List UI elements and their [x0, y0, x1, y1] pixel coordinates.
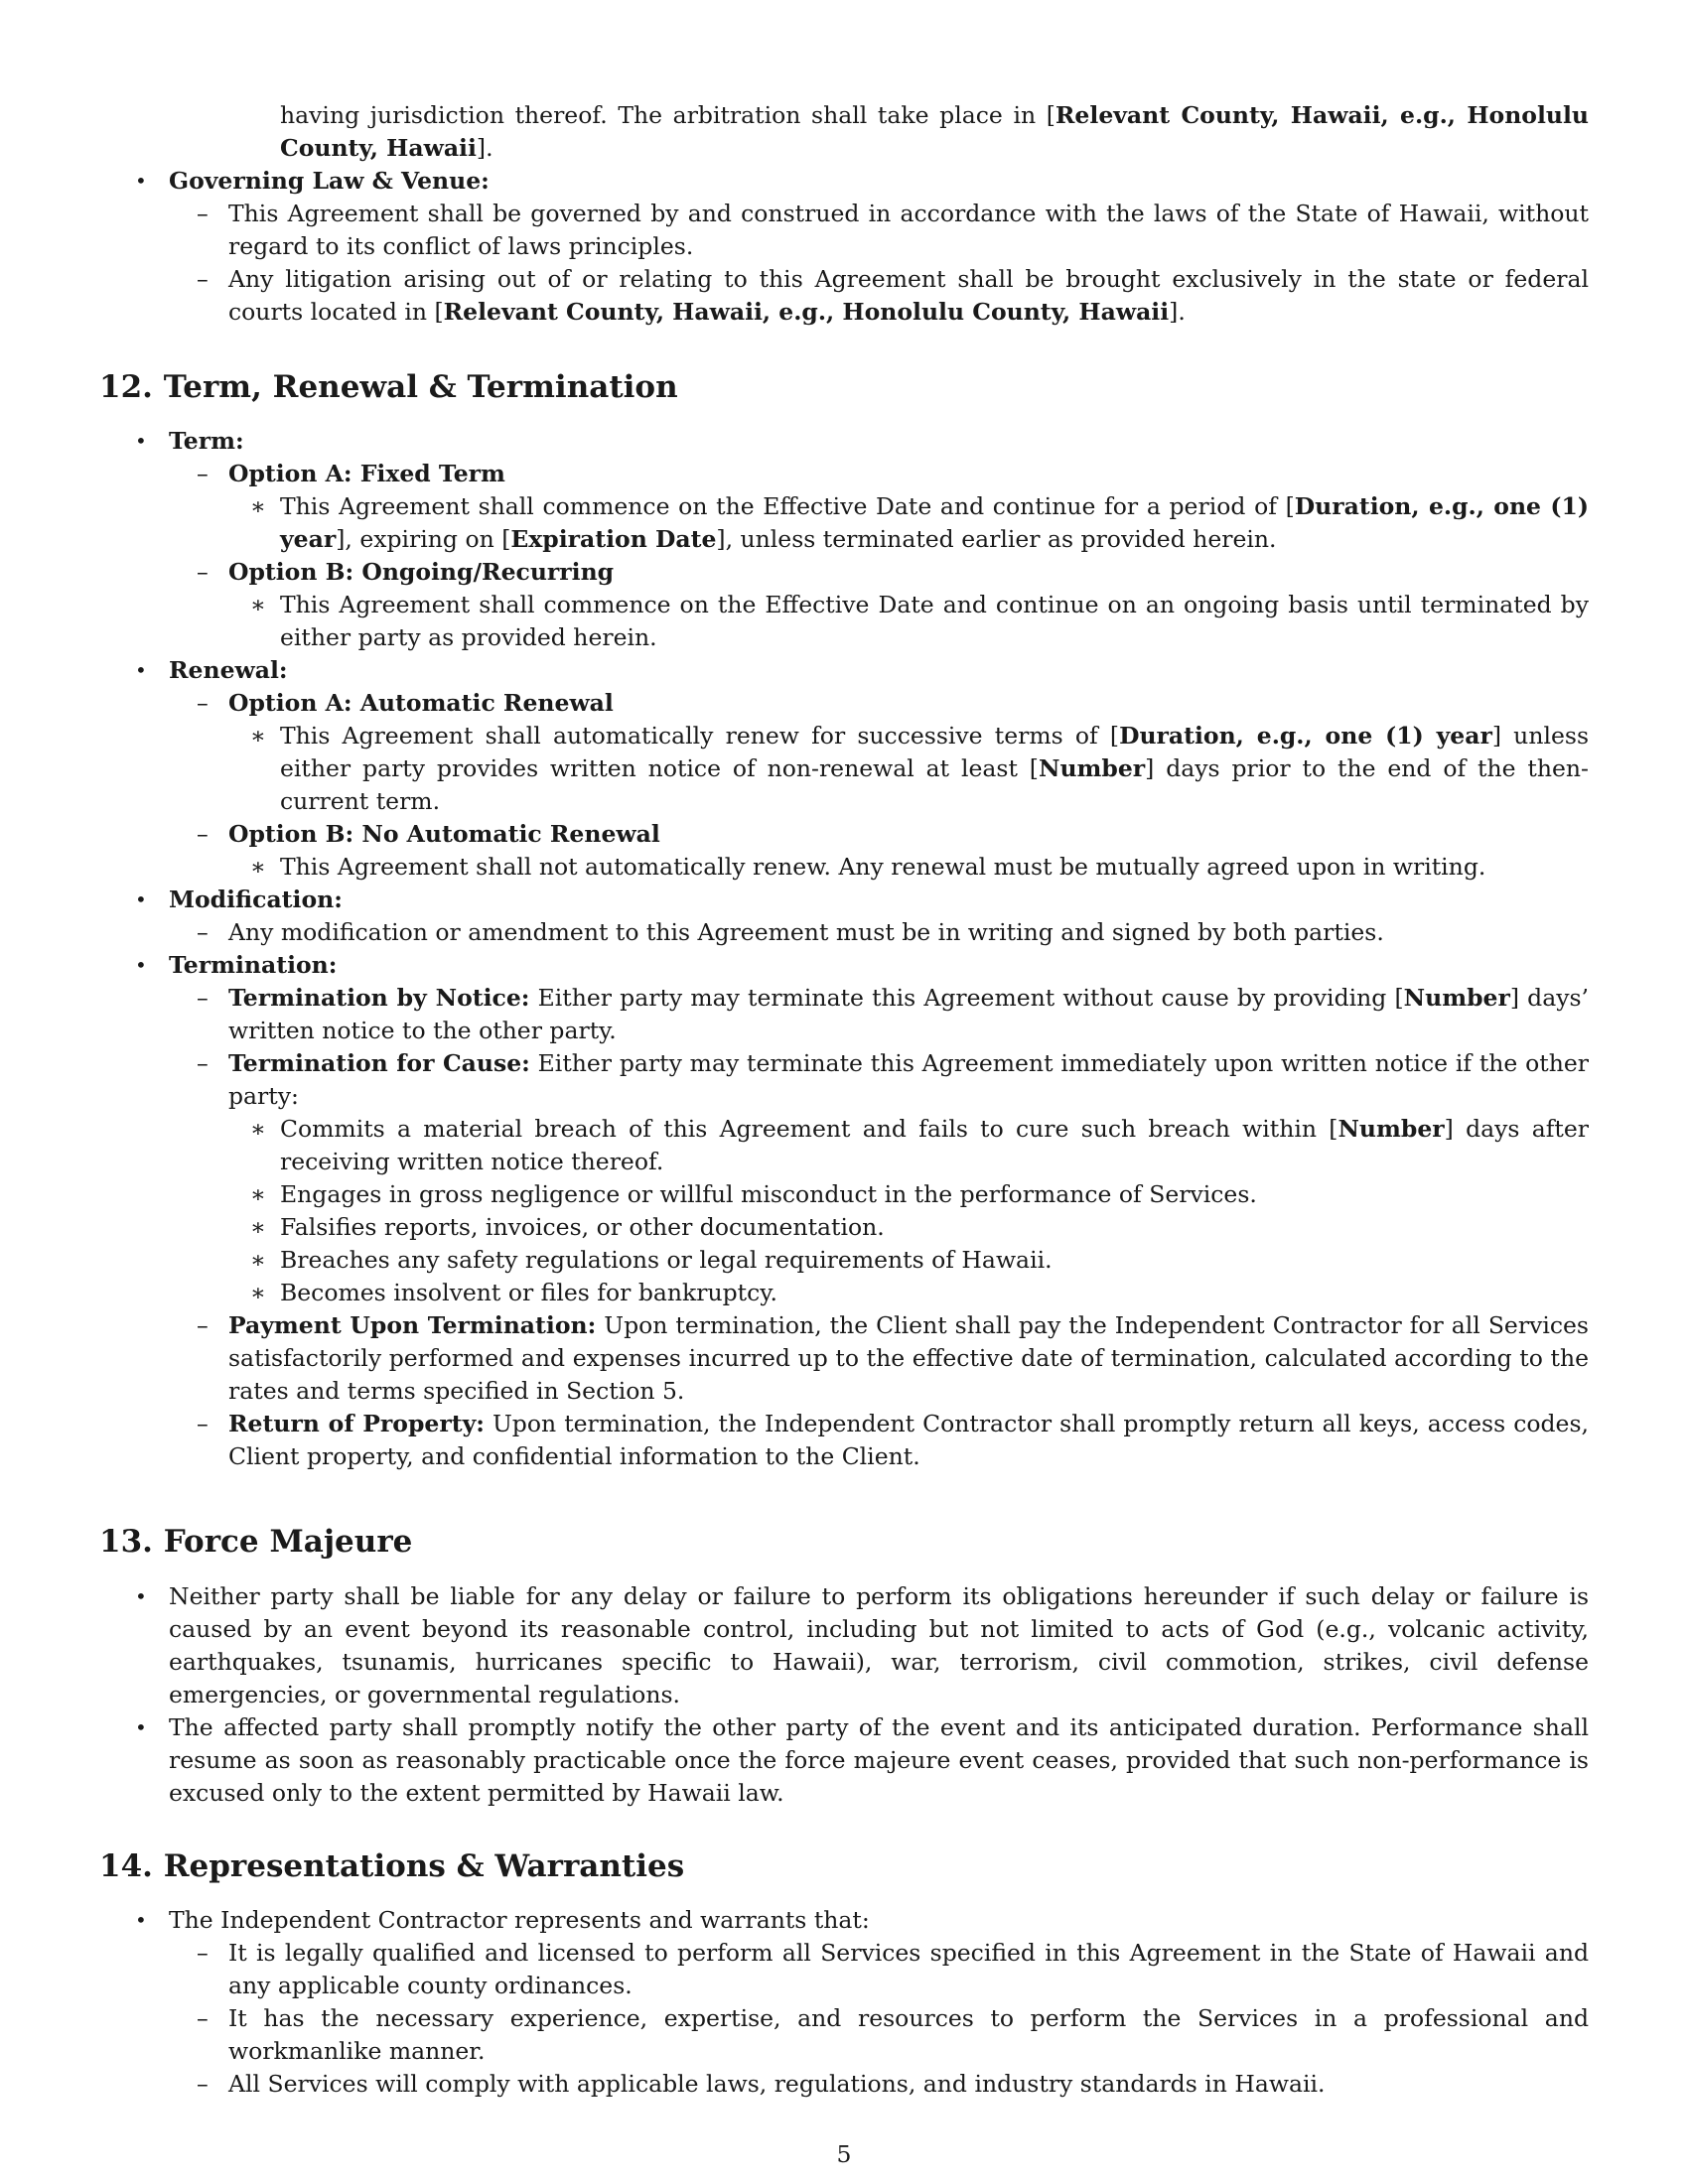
section-heading: 13. Force Majeure	[99, 1524, 413, 1560]
star-icon: ∗	[250, 1246, 266, 1274]
section-12	[99, 367, 1589, 407]
list-item: – Return of Property: Upon termination, the Independent Contractor shall promptly return all keys, access codes, Client property, and confidential information to the Client.	[197, 1410, 1589, 1470]
bullet-icon: •	[135, 1715, 147, 1739]
bullet-icon: •	[135, 658, 147, 682]
list-item: – It has the necessary experience, expertise, and resources to perform the Services in a professional and workmanlike manner.	[197, 2004, 1589, 2065]
list-item: ∗ This Agreement shall automatically renew for successive terms of [Duration, e.g., one (1) year] unless either party provides written notice of non-renewal at least [Number] days prior to the end of the then-current term.	[250, 722, 1589, 815]
dash-icon: –	[197, 984, 209, 1012]
star-icon: ∗	[250, 1115, 266, 1143]
section-12-body	[99, 425, 1589, 1473]
section-heading: 14. Representations & Warranties	[99, 1848, 685, 1884]
dash-icon: –	[197, 265, 209, 293]
list-item: – Termination for Cause: Either party may terminate this Agreement immediately upon written notice if the other party:	[197, 1049, 1589, 1110]
star-icon: ∗	[250, 1180, 266, 1208]
list-item: – Option B: No Automatic Renewal	[99, 818, 1589, 851]
dash-icon: –	[197, 1049, 209, 1077]
list-item: • Termination:	[99, 949, 1589, 982]
star-icon: ∗	[250, 591, 266, 618]
dash-icon: –	[197, 918, 209, 946]
dash-icon: –	[197, 820, 209, 848]
section-heading: 12. Term, Renewal & Termination	[99, 369, 678, 405]
list-item: – It is legally qualified and licensed to perform all Services specified in this Agreement in the State of Hawaii and any applicable county ordinances.	[197, 1939, 1589, 1999]
list-item: – Option A: Automatic Renewal	[99, 687, 1589, 720]
list-item: – Any litigation arising out of or relating to this Agreement shall be brought exclusively in the state or federal courts located in [Relevant County, Hawaii, e.g., Honolulu County, Hawaii].	[197, 265, 1589, 326]
list-item: ∗ Commits a material breach of this Agreement and fails to cure such breach within [Number] days after receiving written notice thereof.	[250, 1115, 1589, 1175]
list-item: • The affected party shall promptly notify the other party of the event and its anticipated duration. Performance shall resume as soon as reasonably practicable once the force majeure event ceases, provided that such non-performance is excused only to the extent permitted by Hawaii law.	[135, 1713, 1589, 1807]
bullet-icon: •	[135, 169, 147, 193]
list-item: – Any modification or amendment to this Agreement must be in writing and signed by both parties.	[99, 916, 1589, 949]
section-13-body	[99, 1580, 1589, 1810]
list-item: • Term:	[99, 425, 1589, 458]
list-item: • Governing Law & Venue:	[99, 165, 1589, 198]
list-item: ∗ This Agreement shall commence on the Effective Date and continue for a period of [Duration, e.g., one (1) year], expiring on [Expiration Date], unless terminated earlier as provided herein.	[250, 492, 1589, 553]
section-14	[99, 1846, 1589, 1886]
dash-icon: –	[197, 2070, 209, 2098]
dash-icon: –	[197, 200, 209, 227]
list-item: • The Independent Contractor represents and warrants that:	[99, 1904, 1589, 1937]
list-item: ∗ Breaches any safety regulations or legal requirements of Hawaii.	[99, 1244, 1589, 1277]
dash-icon: –	[197, 2004, 209, 2032]
list-item: • Modification:	[99, 884, 1589, 916]
star-icon: ∗	[250, 853, 266, 881]
bullet-icon: •	[135, 1908, 147, 1932]
star-icon: ∗	[250, 722, 266, 750]
list-item: • Renewal:	[99, 654, 1589, 687]
list-item: ∗ Becomes insolvent or files for bankruptcy.	[99, 1277, 1589, 1309]
star-icon: ∗	[250, 1213, 266, 1241]
governing-law-block	[99, 99, 1589, 329]
dash-icon: –	[197, 1410, 209, 1437]
star-icon: ∗	[250, 492, 266, 520]
list-item: – Termination by Notice: Either party may terminate this Agreement without cause by providing [Number] days’ written notice to the other party.	[197, 984, 1590, 1044]
star-icon: ∗	[250, 1279, 266, 1306]
list-item: ∗ Falsifies reports, invoices, or other documentation.	[99, 1211, 1589, 1244]
dash-icon: –	[197, 1939, 209, 1967]
list-item: – Option B: Ongoing/Recurring	[99, 556, 1589, 589]
list-item: – Option A: Fixed Term	[99, 458, 1589, 490]
arbitration-continuation: having jurisdiction thereof. The arbitration shall take place in [Relevant County, Hawaii, e.g., Honolulu County, Hawaii].	[280, 101, 1589, 162]
list-item: • Neither party shall be liable for any delay or failure to perform its obligations hereunder if such delay or failure is caused by an event beyond its reasonable control, including but not limited to acts of God (e.g., volcanic activity, earthquakes, tsunamis, hurricanes specific to Hawaii), war, terrorism, civil commotion, strikes, civil defense emergencies, or governmental regulations.	[135, 1582, 1589, 1708]
list-item: ∗ This Agreement shall not automatically renew. Any renewal must be mutually agreed upon in writing.	[99, 851, 1589, 884]
section-13	[99, 1522, 1589, 1562]
section-14-body	[99, 1904, 1589, 2101]
list-item: – This Agreement shall be governed by and construed in accordance with the laws of the State of Hawaii, without regard to its conflict of laws principles.	[197, 200, 1589, 260]
dash-icon: –	[197, 689, 209, 717]
page-number: 5	[836, 2140, 852, 2168]
bullet-icon: •	[135, 887, 147, 911]
list-item: – All Services will comply with applicable laws, regulations, and industry standards in Hawaii.	[99, 2068, 1589, 2101]
bullet-icon: •	[135, 429, 147, 453]
list-item: ∗ Engages in gross negligence or willful misconduct in the performance of Services.	[99, 1178, 1589, 1211]
dash-icon: –	[197, 1311, 209, 1339]
list-item: – Payment Upon Termination: Upon termination, the Client shall pay the Independent Contractor for all Services satisfactorily performed and expenses incurred up to the effective date of termination, calculated according to the rates and terms specified in Section 5.	[197, 1311, 1589, 1405]
dash-icon: –	[197, 460, 209, 487]
bullet-icon: •	[135, 1584, 147, 1608]
list-item: ∗ This Agreement shall commence on the Effective Date and continue on an ongoing basis until terminated by either party as provided herein.	[250, 591, 1589, 651]
bullet-icon: •	[135, 953, 147, 977]
dash-icon: –	[197, 558, 209, 586]
